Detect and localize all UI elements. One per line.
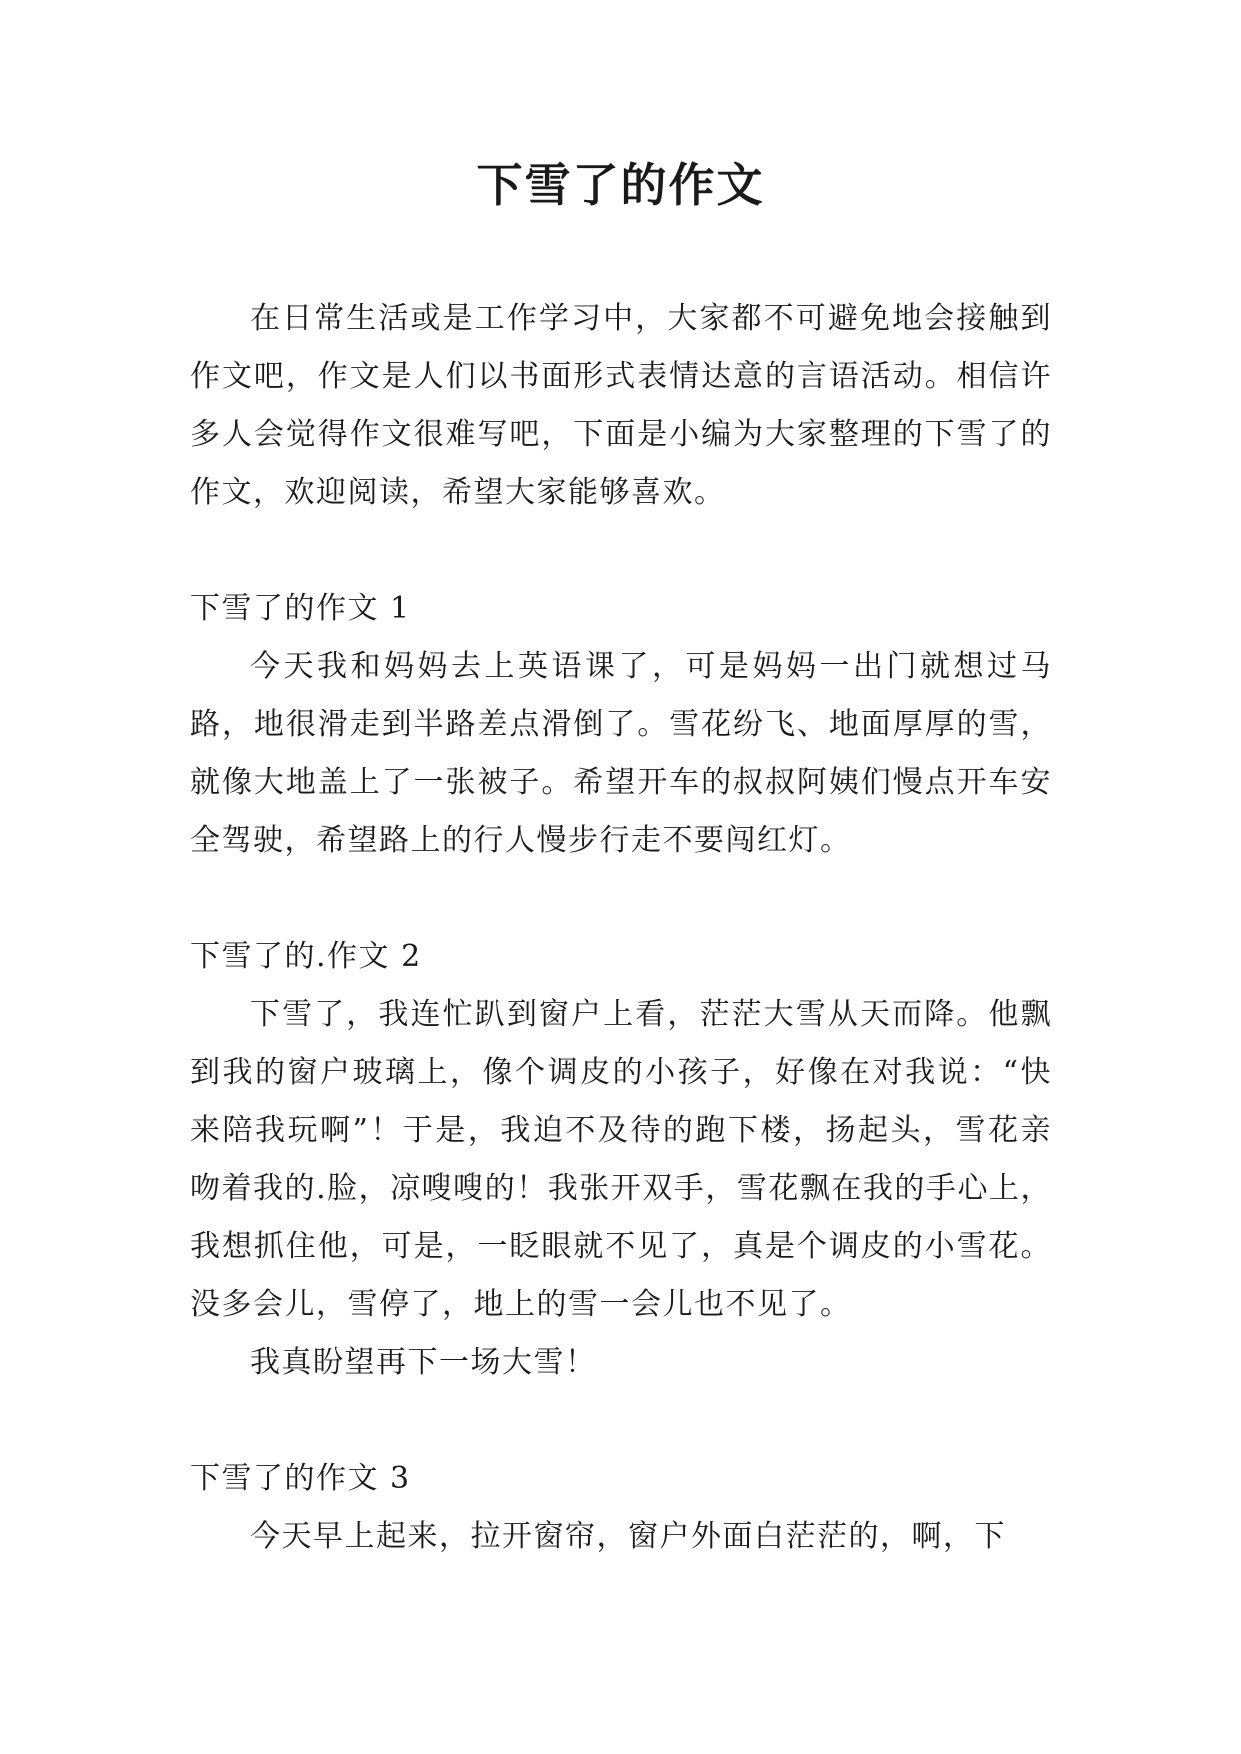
section-heading-2: 下雪了的.作文 2	[190, 939, 422, 974]
section-spacer	[190, 1392, 1052, 1450]
section-2-paragraph-2: 我真盼望再下一场大雪！	[250, 1345, 597, 1380]
section-heading-1: 下雪了的作文 1	[190, 591, 411, 626]
section-1-paragraph-1: 今天我和妈妈去上英语课了，可是妈妈一出门就想过马路，地很滑走到半路差点滑倒了。雪花纷飞、地面厚厚的雪，就像大地盖上了一张被子。希望开车的叔叔阿姨们慢点开车安全驾驶，希望路上的行人慢步行走不要闯红灯。	[190, 649, 1052, 858]
section-heading-3: 下雪了的作文 3	[190, 1461, 411, 1496]
section-2-paragraph-1: 下雪了，我连忙趴到窗户上看，茫茫大雪从天而降。他飘到我的窗户玻璃上，像个调皮的小孩子，好像在对我说：“快来陪我玩啊”！于是，我迫不及待的跑下楼，扬起头，雪花亲吻着我的.脸，凉嗖嗖的！我张开双手，雪花飘在我的手心上，我想抓住他，可是，一眨眼就不见了，真是个调皮的小雪花。没多会儿，雪停了，地上的雪一会儿也不见了。	[190, 997, 1052, 1322]
section-spacer	[190, 870, 1052, 928]
section-3-paragraph-1: 今天早上起来，拉开窗帘，窗户外面白茫茫的，啊，下	[250, 1519, 1006, 1554]
document-title: 下雪了的作文	[476, 158, 765, 212]
section-spacer	[190, 522, 1052, 580]
intro-paragraph: 在日常生活或是工作学习中，大家都不可避免地会接触到作文吧，作文是人们以书面形式表情达意的言语活动。相信许多人会觉得作文很难写吧，下面是小编为大家整理的下雪了的作文，欢迎阅读，希望大家能够喜欢。	[190, 301, 1052, 510]
document-body	[190, 290, 1052, 1566]
